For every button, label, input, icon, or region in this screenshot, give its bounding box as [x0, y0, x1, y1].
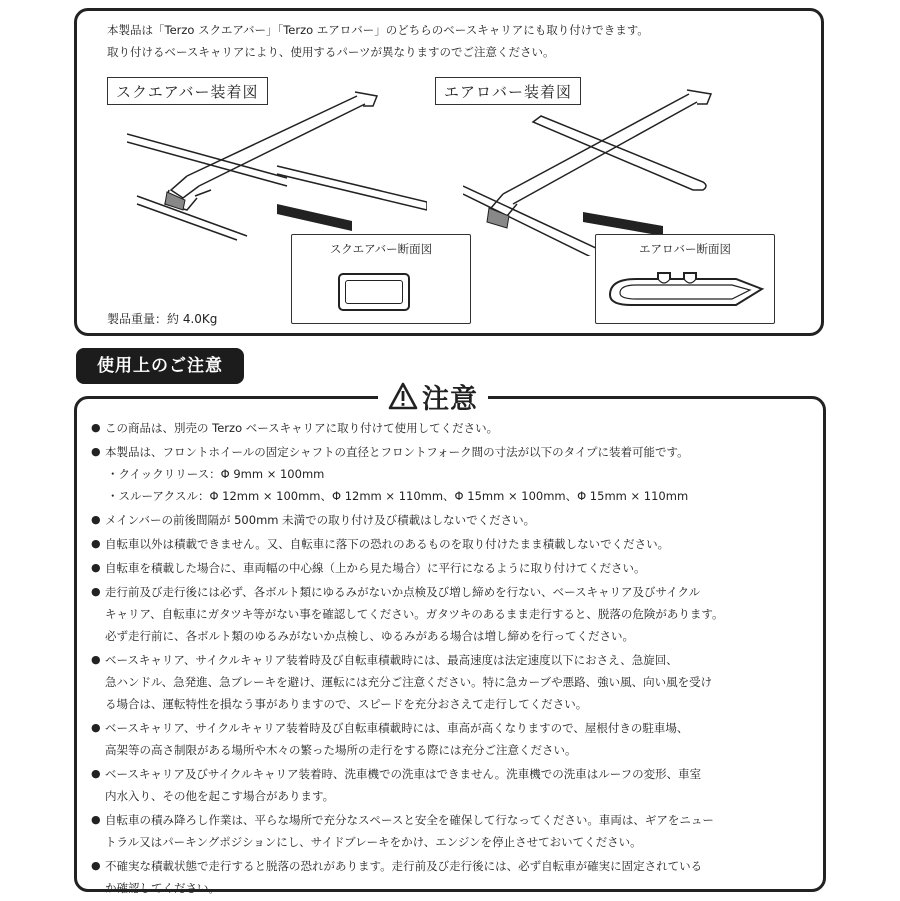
caution-item-line: る場合は、運転特性を損なう事がありますので、スピードを充分おさえて走行してください。 — [105, 697, 588, 711]
product-weight: 製品重量：約 4.0Kg — [107, 312, 218, 326]
caution-item-line: 必ず走行前に、各ボルト類のゆるみがないか点検し、ゆるみがある場合は増し締めを行ってください。 — [105, 629, 634, 643]
caution-item — [91, 717, 811, 761]
bullet-icon: ● — [91, 513, 101, 526]
caution-item — [91, 581, 811, 647]
intro-line-2: 取り付けるベースキャリアにより、使用するパーツが異なりますのでご注意ください。 — [107, 45, 555, 59]
bullet-icon: ● — [91, 767, 101, 780]
caution-title: 注意 — [422, 383, 478, 415]
caution-item-line: 高架等の高さ制限がある場所や木々の繁った場所の走行をする際には充分ご注意ください。 — [105, 743, 577, 757]
installation-panel — [74, 8, 824, 336]
caution-item-line: 不確実な積載状態で走行すると脱落の恐れがあります。走行前及び走行後には、必ず自転車が確実に固定されている — [105, 859, 703, 873]
caution-item — [91, 855, 811, 899]
caution-item — [91, 509, 811, 531]
aero-bar-section-label: エアロバー断面図 — [639, 242, 731, 256]
caution-item — [91, 557, 811, 579]
caution-heading — [378, 376, 488, 416]
caution-item-line: ・クイックリリース：Φ 9mm × 100mm — [107, 467, 325, 481]
caution-item — [91, 441, 811, 507]
usage-notes-badge: 使用上のご注意 — [76, 348, 244, 384]
caution-item-line: キャリア、自転車にガタツキ等がない事を確認してください。ガタツキのあるまま走行すると、脱落の危険があります。 — [105, 607, 724, 621]
square-bar-illustration — [127, 86, 427, 256]
square-bar-section-label: スクエアバー断面図 — [329, 242, 433, 256]
caution-item-line: ベースキャリア、サイクルキャリア装着時及び自転車積載時には、最高速度は法定速度以下におさえ、急旋回、 — [105, 653, 678, 667]
caution-item-line: 自転車を積載した場合に、車両幅の中心線（上から見た場合）に平行になるように取り付けてください。 — [105, 561, 646, 575]
caution-list — [91, 417, 811, 901]
bullet-icon: ● — [91, 445, 101, 458]
aero-bar-figure-title: エアロバー装着図 — [435, 77, 581, 105]
caution-item-line: この商品は、別売の Terzo ベースキャリアに取り付けて使用してください。 — [105, 421, 499, 435]
bullet-icon: ● — [91, 721, 101, 734]
bullet-icon: ● — [91, 653, 101, 666]
caution-item — [91, 533, 811, 555]
caution-item-line: 自転車以外は積載できません。又、自転車に落下の恐れのあるものを取り付けたまま積載しないでください。 — [105, 537, 670, 551]
bullet-icon: ● — [91, 421, 101, 434]
caution-item-line: 本製品は、フロントホイールの固定シャフトの直径とフロントフォーク間の寸法が以下のタイプに装着可能です。 — [105, 445, 689, 459]
bullet-icon: ● — [91, 813, 101, 826]
caution-item-line: 自転車の積み降ろし作業は、平らな場所で充分なスペースと安全を確保して行なってください。車両は、ギアをニュー — [105, 813, 714, 827]
caution-item-line: メインバーの前後間隔が 500mm 未満での取り付け及び積載はしないでください。 — [105, 513, 536, 527]
square-bar-section-shape — [338, 273, 410, 311]
caution-item-line: 内水入り、その他を起こす場合があります。 — [105, 789, 335, 803]
caution-item — [91, 417, 811, 439]
caution-item — [91, 649, 811, 715]
square-bar-figure-title: スクエアバー装着図 — [107, 77, 268, 105]
aero-bar-illustration — [463, 86, 773, 256]
caution-item-line: 急ハンドル、急発進、急ブレーキを避け、運転には充分ご注意ください。特に急カーブや悪路、強い風、向い風を受け — [105, 675, 713, 689]
caution-item — [91, 809, 811, 853]
warning-triangle-icon — [388, 382, 418, 410]
square-bar-section-box — [291, 234, 471, 324]
bullet-icon: ● — [91, 585, 101, 598]
aero-bar-section-shape — [596, 257, 772, 321]
caution-item-line: ベースキャリア、サイクルキャリア装着時及び自転車積載時には、車高が高くなりますので、屋根付きの駐車場、 — [105, 721, 689, 735]
intro-line-1: 本製品は「Terzo スクエアバー」「Terzo エアロバー」のどちらのベースキャリアにも取り付けできます。 — [107, 23, 649, 37]
bullet-icon: ● — [91, 537, 101, 550]
bullet-icon: ● — [91, 561, 101, 574]
caution-item-line: 走行前及び走行後には必ず、各ボルト類にゆるみがないか点検及び増し締めを行ない、ベースキャリア及びサイクル — [105, 585, 701, 599]
caution-item-line: か確認してください。 — [105, 881, 220, 895]
caution-item — [91, 763, 811, 807]
caution-item-line: トラル又はパーキングポジションにし、サイドブレーキをかけ、エンジンを停止させておいてください。 — [105, 835, 642, 849]
caution-panel — [74, 396, 826, 895]
bullet-icon: ● — [91, 859, 101, 872]
intro-text — [107, 19, 649, 63]
aero-bar-section-box — [595, 234, 775, 324]
caution-item-line: ・スルーアクスル：Φ 12mm × 100mm、Φ 12mm × 110mm、Φ 15mm × 100mm、Φ 15mm × 110mm — [107, 489, 689, 503]
caution-item-line: ベースキャリア及びサイクルキャリア装着時、洗車機での洗車はできません。洗車機での洗車はルーフの変形、車室 — [105, 767, 702, 781]
